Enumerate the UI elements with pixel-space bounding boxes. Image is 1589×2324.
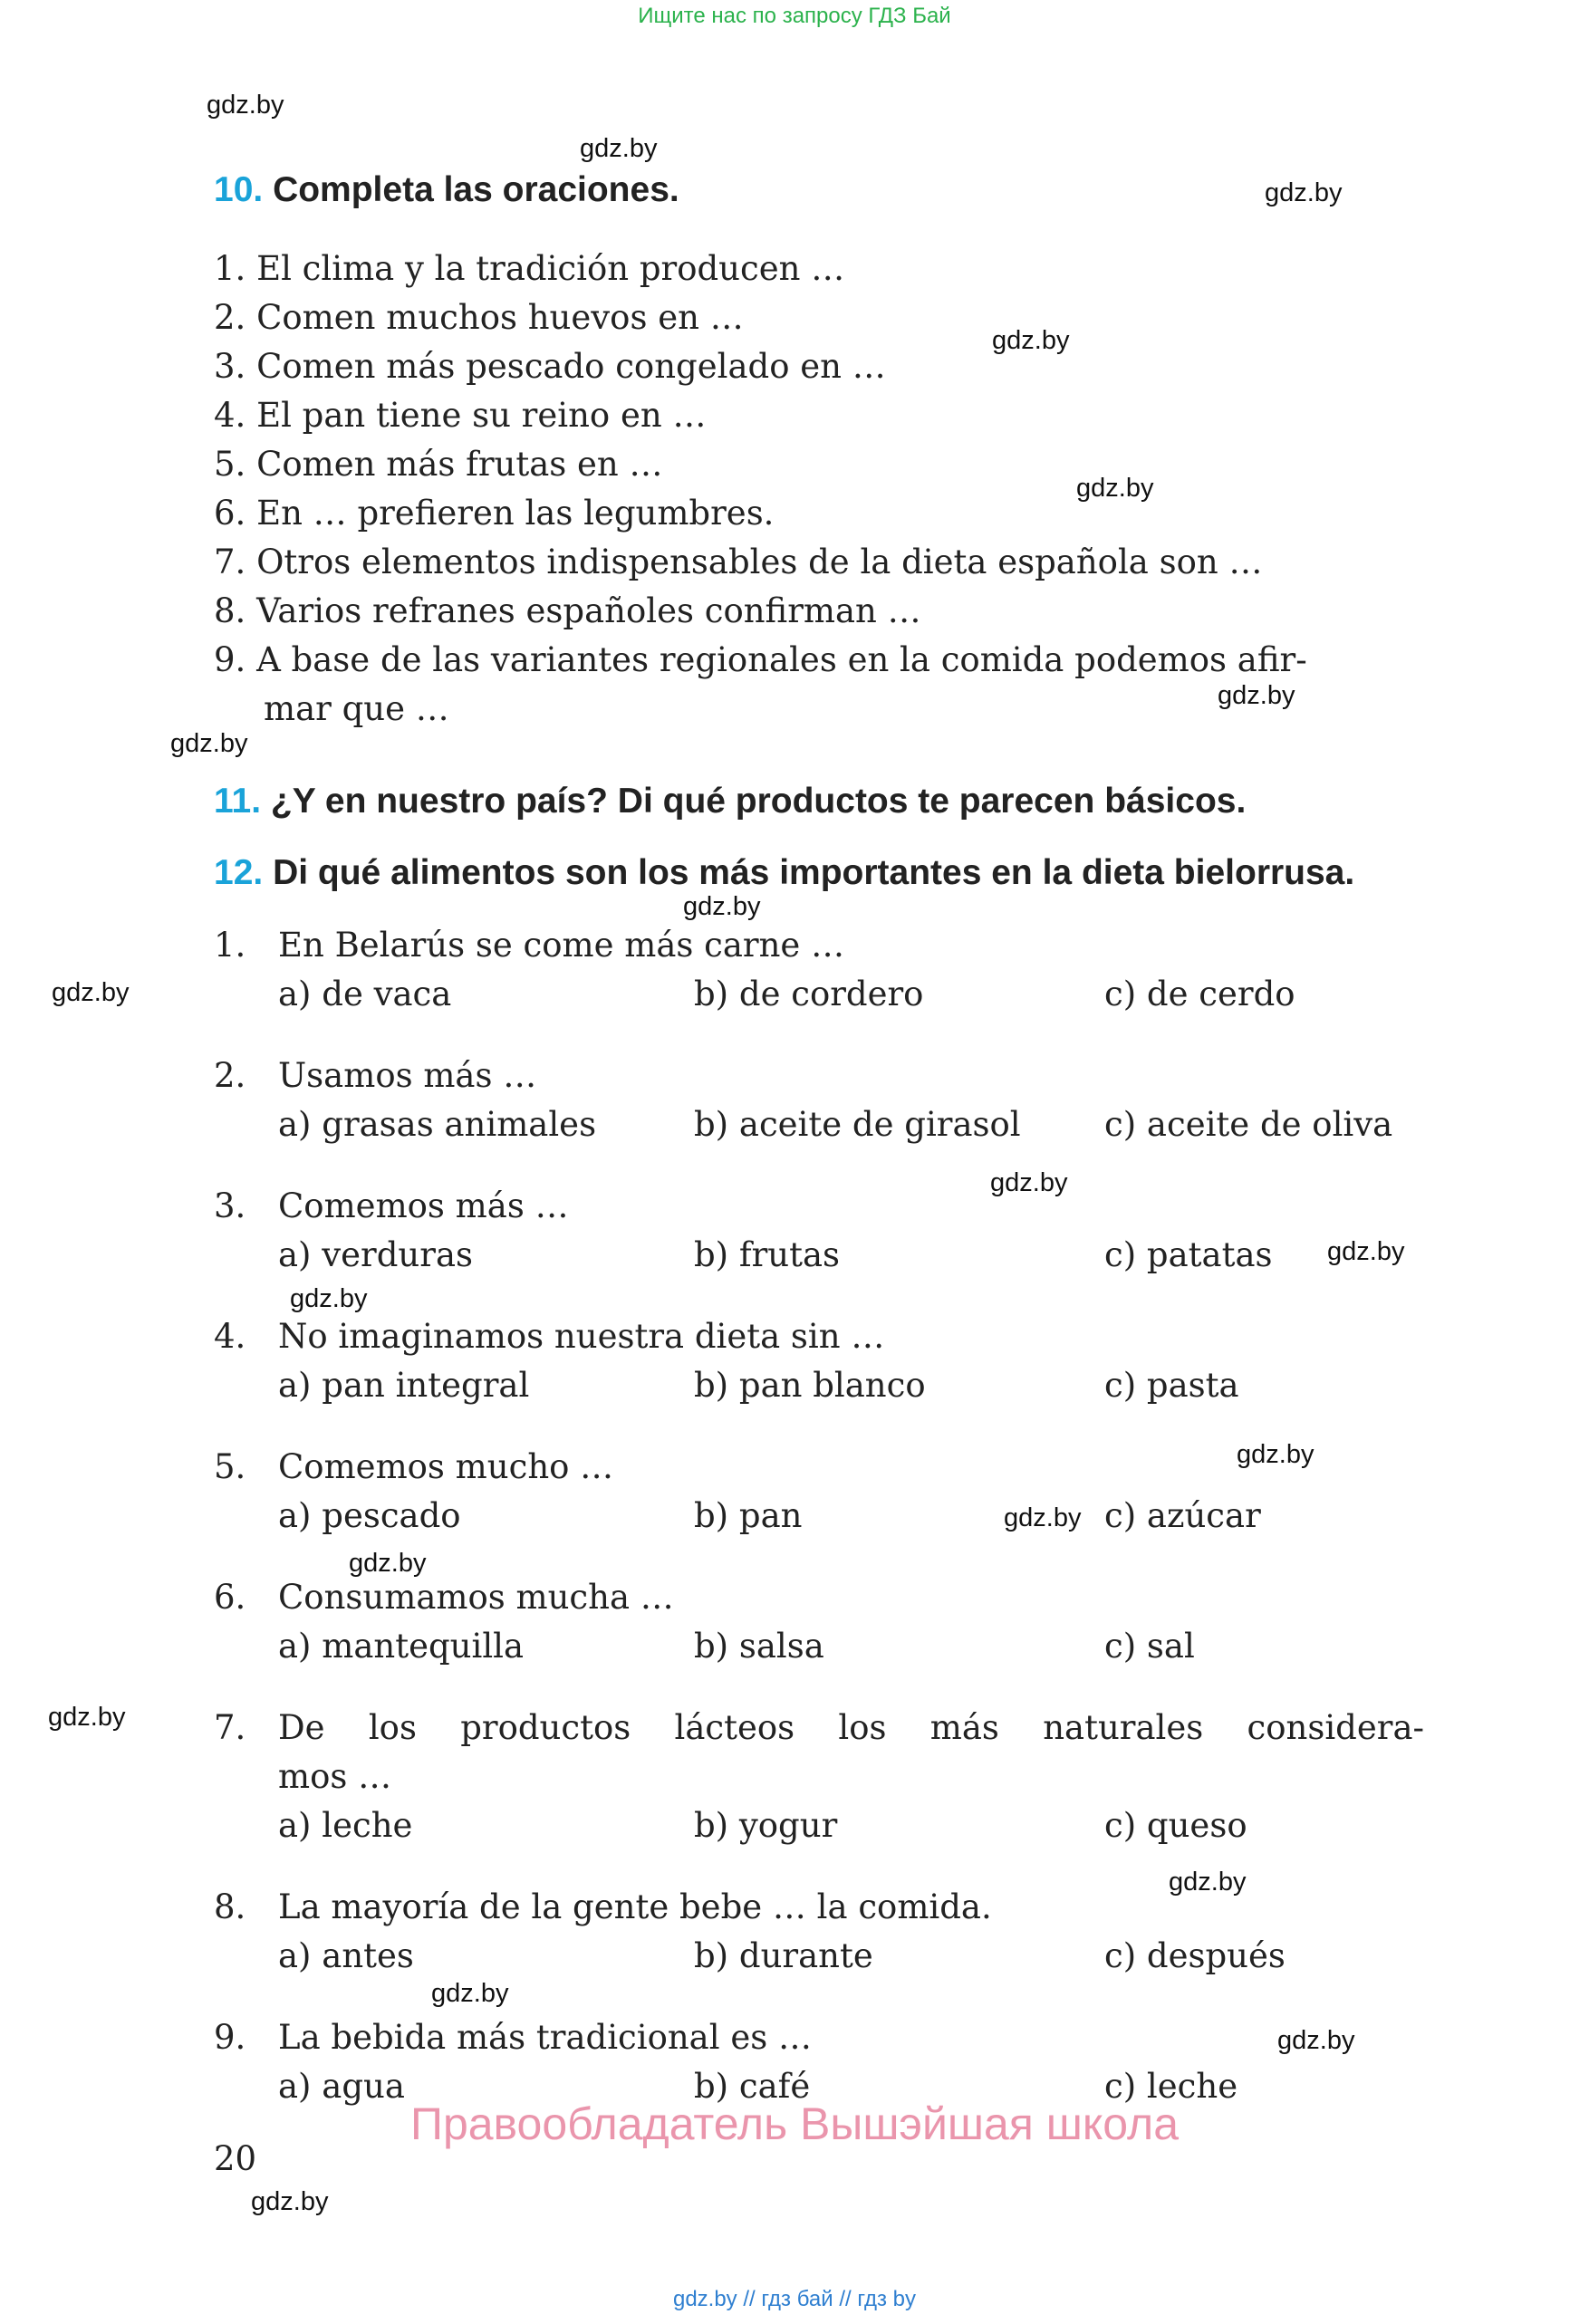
list-item [214, 543, 1262, 581]
watermark: gdz.by [1004, 1503, 1082, 1532]
item-text: El pan tiene su reino en … [256, 396, 707, 435]
option-a: a) pescado [278, 1496, 461, 1535]
copyright-watermark: Правообладатель Вышэйшая школа [410, 2098, 1179, 2149]
exercise-number: 11. [214, 782, 262, 821]
item-text-continuation: mar que … [264, 689, 449, 728]
question-text: Comemos mucho … [278, 1447, 614, 1486]
watermark: gdz.by [1237, 1440, 1315, 1469]
question-text: En Belarús se come más carne … [278, 926, 845, 965]
watermark: gdz.by [1218, 681, 1295, 710]
exercise-title: Completa las oraciones. [273, 170, 679, 209]
item-text: Comen más frutas en … [256, 445, 663, 484]
exercise-title: ¿Y en nuestro país? Di qué productos te parecen básicos. [270, 782, 1247, 821]
exercise-11-heading [214, 782, 1246, 821]
exercise-number: 12. [214, 853, 264, 892]
list-item [214, 445, 663, 484]
watermark: gdz.by [1277, 2026, 1355, 2055]
list-item [214, 298, 744, 337]
question-number: 5. [214, 1447, 246, 1486]
question-text: Usamos más … [278, 1056, 537, 1095]
list-item [214, 494, 774, 533]
option-a: a) grasas animales [278, 1105, 597, 1144]
option-c: c) después [1104, 1936, 1286, 1975]
list-item [214, 396, 706, 435]
item-text: El clima y la tradición producen … [256, 249, 845, 288]
question-text: Comemos más … [278, 1186, 569, 1225]
option-b: b) café [694, 2067, 811, 2106]
item-number: 4. [214, 396, 246, 435]
question-number: 2. [214, 1056, 246, 1095]
question-text: Consumamos mucha … [278, 1578, 674, 1617]
option-b: b) pan blanco [694, 1366, 926, 1405]
watermark: gdz.by [683, 892, 761, 921]
watermark: gdz.by [990, 1168, 1068, 1197]
option-b: b) aceite de girasol [694, 1105, 1021, 1144]
question-number: 1. [214, 926, 246, 965]
question-text: La mayoría de la gente bebe … la comida. [278, 1887, 992, 1926]
question-number: 9. [214, 2018, 246, 2057]
item-number: 6. [214, 494, 246, 533]
list-item [214, 640, 1307, 679]
question-number: 4. [214, 1317, 246, 1356]
item-number: 2. [214, 298, 246, 337]
option-b: b) pan [694, 1496, 803, 1535]
item-text: Otros elementos indispensables de la dieta española son … [256, 543, 1263, 581]
option-a: a) agua [278, 2067, 405, 2106]
option-c: c) queso [1104, 1806, 1247, 1845]
question-number: 8. [214, 1887, 246, 1926]
watermark: gdz.by [207, 91, 284, 120]
watermark: gdz.by [1327, 1237, 1405, 1266]
option-a: a) mantequilla [278, 1627, 525, 1666]
option-b: b) yogur [694, 1806, 838, 1845]
watermark: gdz.by [52, 978, 130, 1007]
question-text: La bebida más tradicional es … [278, 2018, 812, 2057]
item-number: 7. [214, 543, 246, 581]
page-number: 20 [214, 2139, 257, 2178]
item-number: 3. [214, 347, 246, 386]
question-text: De los productos lácteos los más naturales considera- [278, 1708, 1424, 1747]
exercise-number: 10. [214, 170, 264, 209]
option-c: c) leche [1104, 2067, 1238, 2106]
list-item [214, 347, 886, 386]
option-c: c) de cerdo [1104, 975, 1295, 1013]
question-text-continuation: mos … [278, 1757, 392, 1796]
option-c: c) pasta [1104, 1366, 1239, 1405]
question-text: No imaginamos nuestra dieta sin … [278, 1317, 885, 1356]
question-number: 3. [214, 1186, 246, 1225]
question-number: 7. [214, 1708, 246, 1747]
exercise-10-heading [214, 170, 679, 210]
item-number: 5. [214, 445, 246, 484]
item-number: 8. [214, 591, 246, 630]
watermark: gdz.by [1169, 1868, 1247, 1897]
list-item [214, 591, 921, 630]
option-c: c) azúcar [1104, 1496, 1261, 1535]
exercise-title: Di qué alimentos son los más importantes en la dieta bielorrusa. [273, 853, 1355, 892]
item-text: Varios refranes españoles confirman … [256, 591, 921, 630]
question-number: 6. [214, 1578, 246, 1617]
watermark: gdz.by [349, 1549, 427, 1578]
option-a: a) de vaca [278, 975, 452, 1013]
watermark: gdz.by [992, 326, 1070, 355]
option-c: c) aceite de oliva [1104, 1105, 1393, 1144]
item-number: 1. [214, 249, 246, 288]
item-text: Comen muchos huevos en … [256, 298, 744, 337]
option-a: a) verduras [278, 1235, 473, 1274]
watermark: gdz.by [580, 134, 658, 163]
option-b: b) durante [694, 1936, 873, 1975]
option-b: b) de cordero [694, 975, 924, 1013]
option-a: a) pan integral [278, 1366, 530, 1405]
list-item [214, 249, 844, 288]
option-a: a) leche [278, 1806, 413, 1845]
bottom-banner: gdz.by // гдз бай // гдз by [672, 2287, 917, 2311]
option-b: b) frutas [694, 1235, 841, 1274]
option-c: c) patatas [1104, 1235, 1273, 1274]
watermark: gdz.by [290, 1284, 368, 1313]
watermark: gdz.by [1265, 178, 1343, 207]
watermark: gdz.by [48, 1703, 126, 1732]
watermark: gdz.by [1076, 474, 1154, 503]
exercise-12-heading [214, 853, 1354, 893]
option-c: c) sal [1104, 1627, 1195, 1666]
item-text: A base de las variantes regionales en la comida podemos afir- [256, 640, 1307, 679]
top-banner: Ищите нас по запросу ГДЗ Бай [638, 4, 951, 28]
watermark: gdz.by [170, 729, 248, 758]
item-number: 9. [214, 640, 246, 679]
item-text: Comen más pescado congelado en … [256, 347, 886, 386]
option-a: a) antes [278, 1936, 414, 1975]
watermark: gdz.by [431, 1979, 509, 2008]
option-b: b) salsa [694, 1627, 824, 1666]
item-text: En … prefieren las legumbres. [256, 494, 775, 533]
watermark: gdz.by [251, 2187, 329, 2216]
